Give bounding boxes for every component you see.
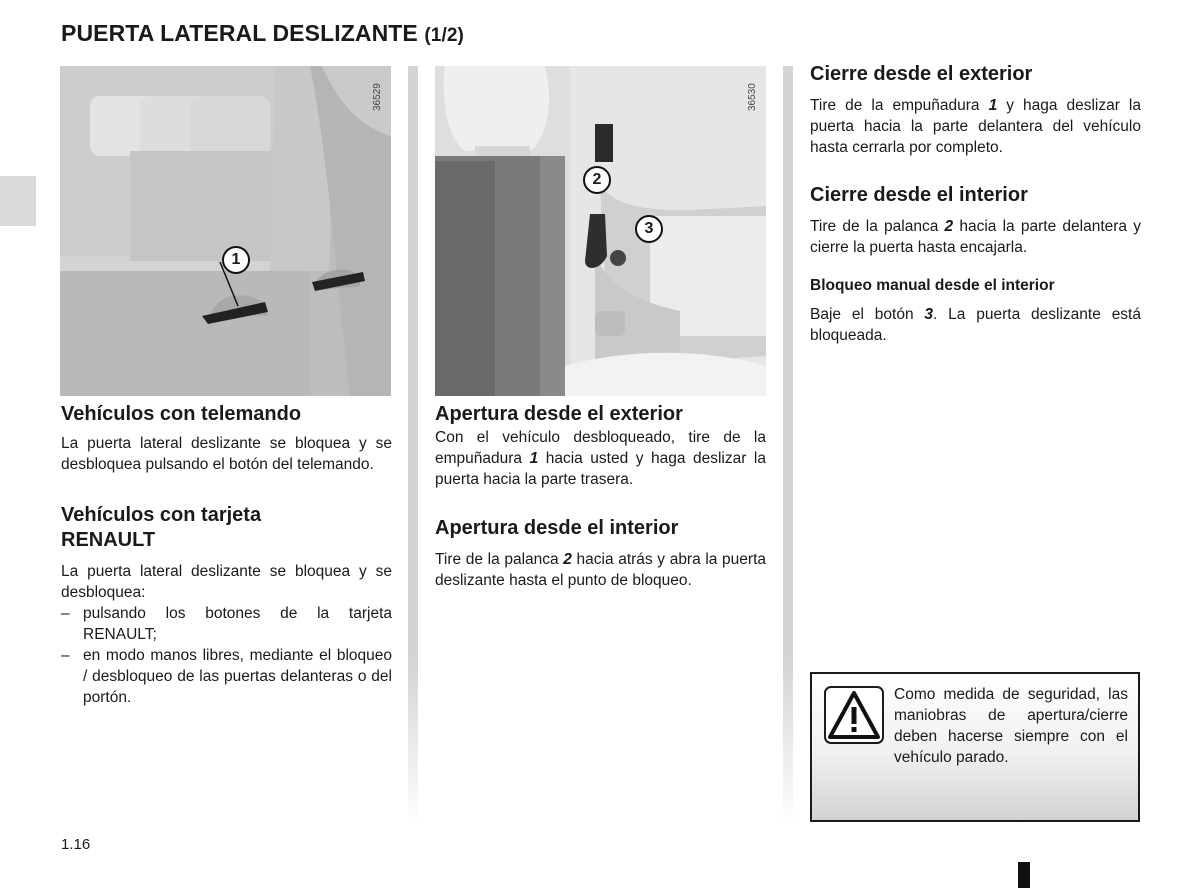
section-side-tab: [0, 176, 36, 226]
heading-tarjeta-line-1: Vehículos con tarjeta: [61, 504, 262, 526]
column-3-text: [810, 62, 1141, 346]
column-divider-left: [408, 66, 418, 826]
callout-2: 2: [583, 166, 611, 194]
paragraph-cierre-exterior: Tire de la empuñadura 1 y haga deslizar la puerta hacia la parte delantera del vehículo hasta cerrarla por completo.: [810, 97, 1141, 156]
column-1-text: [61, 402, 392, 708]
tarjeta-list: [61, 603, 392, 708]
column-divider-right: [783, 66, 793, 826]
door-exterior-illustration: [60, 66, 391, 396]
heading-vehiculos-telemando: Vehículos con telemando: [61, 403, 302, 425]
paragraph-cierre-interior: Tire de la palanca 2 hacia la parte delantera y cierre la puerta hasta encajarla.: [810, 218, 1141, 256]
warning-text: Como medida de seguridad, las maniobras de apertura/cierre deben hacerse siempre con el vehículo parado.: [894, 686, 1128, 766]
figure-sliding-door-exterior: [60, 66, 391, 396]
heading-cierre-interior: Cierre desde el interior: [810, 184, 1028, 206]
page-title: [61, 20, 464, 47]
heading-vehiculos-tarjeta: [61, 503, 392, 553]
page-number: 1.16: [61, 836, 91, 853]
callout-1: 1: [222, 246, 250, 274]
callout-3: 3: [635, 215, 663, 243]
page-title-text: PUERTA LATERAL DESLIZANTE: [61, 20, 418, 46]
paragraph-apertura-interior: Tire de la palanca 2 hacia atrás y abra la puerta deslizante hasta el punto de bloqueo.: [435, 551, 766, 589]
corner-mark: [1018, 862, 1030, 888]
heading-bloqueo-manual: Bloqueo manual desde el interior: [810, 277, 1055, 294]
figure-sliding-door-interior: [435, 66, 766, 396]
paragraph-tarjeta: La puerta lateral deslizante se bloquea y se desbloquea:: [61, 563, 392, 601]
list-item: – en modo manos libres, mediante el bloqueo / desbloqueo de las puertas delanteras o del portón.: [61, 647, 392, 706]
paragraph-apertura-exterior: Con el vehículo desbloqueado, tire de la empuñadura 1 hacia usted y haga deslizar la puerta hacia la parte trasera.: [435, 429, 766, 488]
figure-ref-number: 36529: [372, 83, 383, 111]
heading-apertura-interior: Apertura desde el interior: [435, 517, 679, 539]
safety-warning-box: [810, 672, 1140, 822]
heading-cierre-exterior: Cierre desde el exterior: [810, 63, 1033, 85]
heading-apertura-exterior: Apertura desde el exterior: [435, 403, 683, 425]
paragraph-bloqueo-manual: Baje el botón 3. La puerta deslizante está bloqueada.: [810, 306, 1141, 344]
page-title-part: (1/2): [424, 25, 464, 46]
column-2-text: [435, 402, 766, 591]
door-interior-illustration: [435, 66, 766, 396]
list-item: – pulsando los botones de la tarjeta RENAULT;: [61, 605, 392, 643]
paragraph-telemando: La puerta lateral deslizante se bloquea y se desbloquea pulsando el botón del telemando.: [61, 435, 392, 473]
heading-tarjeta-line-2: RENAULT: [61, 529, 156, 551]
figure-ref-number: 36530: [747, 83, 758, 111]
